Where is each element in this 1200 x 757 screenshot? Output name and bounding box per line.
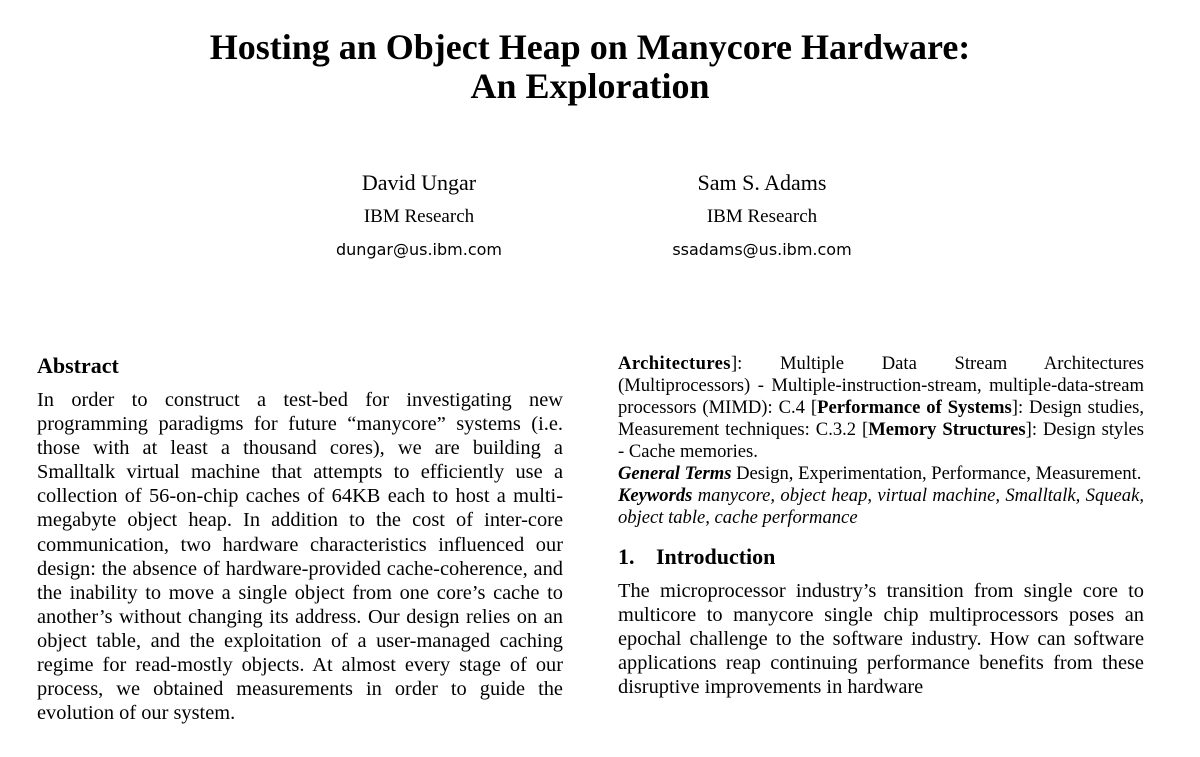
general-terms-label: General Terms: [618, 463, 732, 484]
paper-title: [0, 28, 1180, 106]
category-memory-desc: ]: Design styles - Cache memories.: [618, 419, 1144, 462]
categories-text: [618, 353, 1144, 463]
author-affiliation: IBM Research: [363, 206, 475, 227]
intro-section-number: 1.: [618, 544, 635, 569]
category-architectures-desc: ]: Multiple Data Stream Architectures (Multiprocessors) - Multiple-instruction-stream, multiple-data-stream processors (MIMD): C.4 [: [618, 353, 1144, 418]
intro-text: The microprocessor industry’s transition from single core to multicore to manycore single chip multiprocessors poses an epochal challenge to the software industry. How can software applications reap continuing performance benefits from these disruptive improvements in hardware: [618, 580, 1144, 699]
general-terms-text: Design, Experimentation, Performance, Measurement.: [731, 463, 1142, 484]
abstract-heading: Abstract: [37, 353, 119, 378]
category-architectures: Architectures: [618, 353, 731, 374]
intro-heading: [618, 543, 1144, 571]
author-block-2: [612, 168, 912, 262]
intro-section-title: Introduction: [656, 544, 776, 569]
author-email[interactable]: dungar@us.ibm.com: [336, 240, 502, 259]
author-block-1: [269, 168, 569, 262]
general-terms: [618, 463, 1144, 485]
author-name: Sam S. Adams: [697, 170, 827, 195]
right-column: [618, 353, 1144, 699]
author-affiliation: IBM Research: [706, 206, 818, 227]
category-performance-desc: ]: Design studies, Measurement techniques: C.3.2 [: [618, 397, 1144, 440]
abstract-text: In order to construct a test-bed for investigating new programming paradigms for future “manycore” systems (i.e. those with at least a thousand cores), we are building a Smalltalk virtual machine that attempts to efficiently use a collection of 56-on-chip caches of 64KB each to host a multi-megabyte object heap. In addition to the cost of inter-core communication, two hardware characteristics influenced our design: the absence of hardware-provided cache-coherence, and the inability to move a single object from one core’s cache to another’s without changing its address. Our design relies on an object table, and the exploitation of a user-managed caching regime for read-mostly objects. At almost every stage of our process, we obtained measurements in order to guide the evolution of our system.: [37, 389, 563, 725]
title-line-1: Hosting an Object Heap on Manycore Hardware:: [209, 27, 971, 67]
category-performance: Performance of Systems: [817, 397, 1012, 418]
keywords-label: Keywords: [618, 485, 693, 506]
author-email[interactable]: ssadams@us.ibm.com: [672, 240, 852, 259]
left-column: [37, 352, 563, 725]
category-memory: Memory Structures: [868, 419, 1026, 440]
keywords-text: manycore, object heap, virtual machine, Smalltalk, Squeak, object table, cache performance: [618, 485, 1144, 528]
author-name: David Ungar: [361, 170, 477, 195]
keywords: [618, 485, 1144, 529]
title-line-2: An Exploration: [470, 66, 710, 106]
